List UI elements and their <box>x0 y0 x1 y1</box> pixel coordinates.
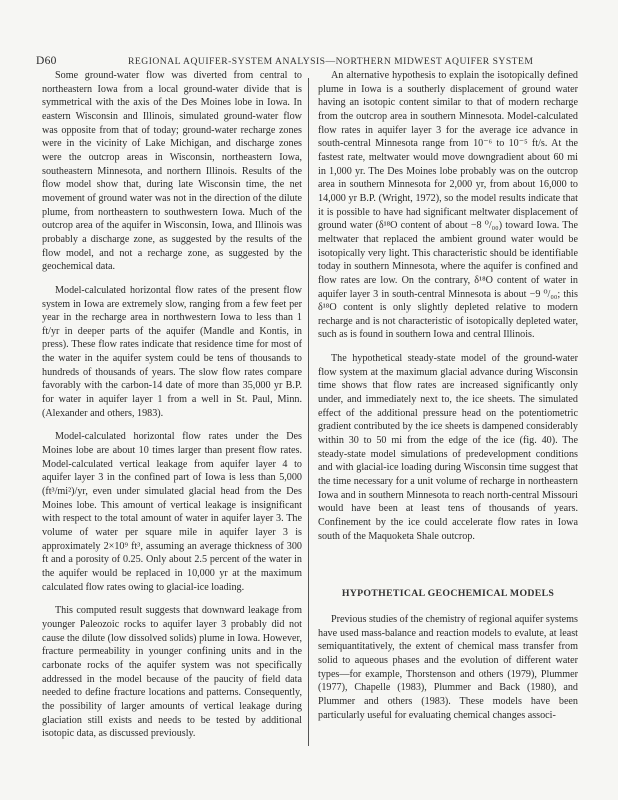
paragraph: Model-calculated horizontal flow rates of the present flow system in Iowa are extremely slow, ranging from a few feet per year in the recharge area in northwestern Iowa to less than 1 ft/yr in deeper parts of the aquifer (Mandle and Kontis, in press). These flow rates indicate that residence time for most of the water in the aquifer system could be tens of thousands to hundreds of thousands of years. The slow flow rates compare favorably with the carbon-14 date of more than 35,000 yr B.P. for water in aquifer layer 1 from a well in St. Paul, Minn. (Alexander and others, 1983). <box>42 284 302 419</box>
paragraph: Model-calculated horizontal flow rates under the Des Moines lobe are about 10 times larger than present flow rates. Model-calculated vertical leakage from aquifer layer 4 to aquifer layer 3 in the confined part of Iowa is less than 5,000 (ft³/mi²)/yr, even under simulated glacial head from the Des Moines lobe. This amount of vertical leakage is insignificant with respect to the total amount of water in aquifer layer 3. The volume of water per square mile in aquifer layer 3 is approximately 2×10⁹ ft³, assuming an average thickness of 300 ft and a porosity of 0.25. Only about 2.5 percent of the water in the aquifer would be replaced in 10,000 yr at the maximum calculated flow rates owing to glacial-ice loading. <box>42 431 302 593</box>
right-column <box>318 69 578 732</box>
paragraph: Some ground-water flow was diverted from central to northeastern Iowa from a local ground-water divide that is symmetrical with the axis of the Des Moines lobe in Iowa. In eastern Wisconsin and Illinois, simulated ground-water flow was opposite from that of today; ground-water recharge zones were in the vicinity of Lake Michigan, and discharge zones were the outcrop areas in Wisconsin, northeastern Iowa, southeastern Minnesota, and northern Illinois. Results of the flow model show that, during late Wisconsin time, the net movement of ground water was not in the direction of the dilute plume, from northeastern to southwestern Iowa. Much of the outcrop area of the aquifer in Wisconsin, Iowa, and Illinois was probably a discharge zone, as suggested by the results of the flow model, and not a recharge zone, as suggested by the geochemical data. <box>42 70 302 273</box>
paragraph: An alternative hypothesis to explain the isotopically defined plume in Iowa is a southerly displacement of ground water having an isotopic content similar to that of modern recharge from the outcrop area in southern Minnesota. Model-calculated flow rates in aquifer layer 3 for the average ice advance in south-central Minnesota range from 10⁻⁶ to 10⁻⁵ ft/s. At the fastest rate, meltwater would move downgradient about 60 mi in 1,000 yr. The Des Moines lobe probably was on the outcrop area in southern Minnesota for 2,000 yr, from about 16,000 to 14,000 yr B.P. (Wright, 1972), so the model results indicate that it is possible to have had significant meltwater displacement of ground water (δ¹⁸O content of about −8 ⁰/₀₀) toward Iowa. The meltwater that replaced the ambient ground water would be isotopically very light. This characteristic should be identifiable today in southern Minnesota, where the aquifer is confined and flow rates are low. On the contrary, δ¹⁸O content of water in aquifer layer 3 in south-central Minnesota is about −9 ⁰/₀₀; this δ¹⁸O content is only slightly depleted relative to modern recharge and is not characteristic of isotopically depleted water, such as is found in southern Iowa and central Illinois. <box>318 70 578 341</box>
paragraph: The hypothetical steady-state model of the ground-water flow system at the maximum glacial advance during Wisconsin time shows that flow rates are increased significantly only under, and immediately next to, the ice sheets. The simulated effect of the additional pressure head on the potentiometric gradient contributed by the ice sheets is dampened considerably within 30 to 50 mi from the edge of the ice (fig. 40). The steady-state model simulations of predevelopment conditions and with glacial-ice loading during Wisconsin time suggest that the time necessary for a unit volume of recharge in northeastern Iowa and in southern Minnesota to reach north-central Missouri would have been at least tens of thousands of years. Confinement by the ice could accelerate flow rates in Iowa south of the Maquoketa Shale outcrop. <box>318 353 578 542</box>
running-head: REGIONAL AQUIFER-SYSTEM ANALYSIS—NORTHERN MIDWEST AQUIFER SYSTEM <box>128 56 534 67</box>
left-column <box>42 69 302 751</box>
paragraph: Previous studies of the chemistry of regional aquifer systems have used mass-balance and reaction models to evalute, at least semiquantitatively, the extent of chemical mass transfer from solid to aqueous phases and the evolution of different water types—for example, Thorstenson and others (1979), Plummer (1977), Chapelle (1983), Plummer and Back (1980), and Plummer and others (1983). These models have been particularly useful for evaluating chemical changes associ- <box>318 613 578 721</box>
paragraph: This computed result suggests that downward leakage from younger Paleozoic rocks to aquifer layer 3 probably did not cause the dilute (low dissolved solids) plume in Iowa. However, fracture permeability in younger confining units and in the carbonate rocks of the aquifer system was not specifically addressed in the model because of the paucity of field data needed to define fracture locations and patterns. Consequently, the possibility of larger amounts of vertical leakage during glaciation still exists and needs to be tested by additional isotopic data, as discussed previously. <box>42 605 302 740</box>
column-divider <box>308 78 309 746</box>
page-number: D60 <box>36 55 57 67</box>
section-heading: HYPOTHETICAL GEOCHEMICAL MODELS <box>341 588 555 600</box>
